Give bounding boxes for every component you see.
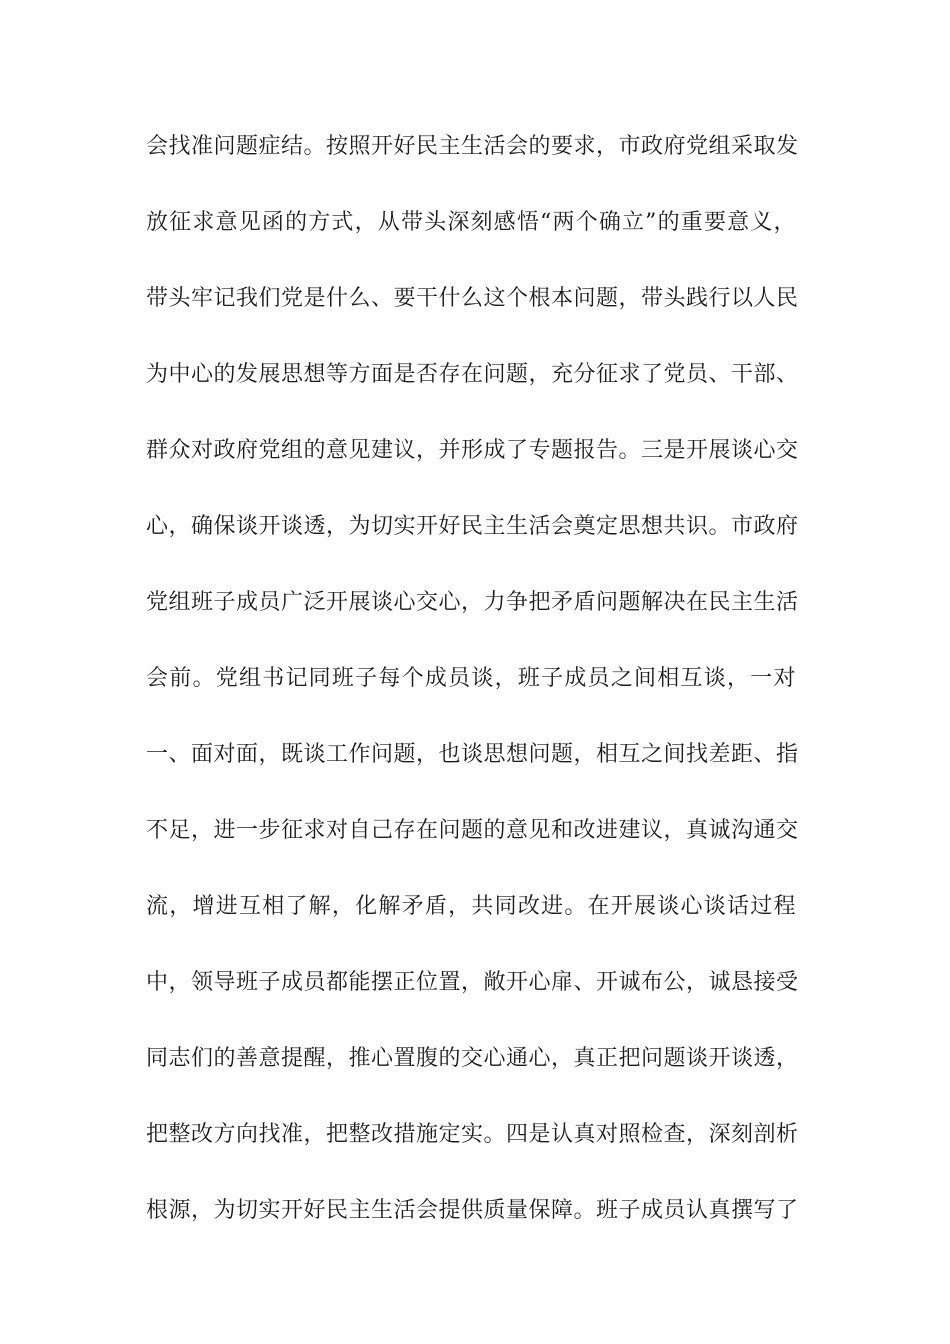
text-line: 群众对政府党组的意见建议，并形成了专题报告。三是开展谈心交: [146, 438, 799, 463]
text-line: 中，领导班子成员都能摆正位置，敞开心扉、开诚布公，诚恳接受: [146, 970, 799, 995]
text-line: 放征求意见函的方式，从带头深刻感悟“两个确立”的重要意义，: [146, 210, 796, 235]
text-line: 流，增进互相了解，化解矛盾，共同改进。在开展谈心谈话过程: [146, 894, 796, 919]
text-line: 会前。党组书记同班子每个成员谈，班子成员之间相互谈，一对: [146, 666, 796, 691]
text-line: 会找准问题症结。按照开好民主生活会的要求，市政府党组采取发: [146, 134, 799, 159]
body-text: [146, 128, 799, 1268]
text-line: 心，确保谈开谈透，为切实开好民主生活会奠定思想共识。市政府: [146, 514, 799, 539]
text-line: 为中心的发展思想等方面是否存在问题，充分征求了党员、干部、: [146, 362, 799, 387]
text-line: 一、面对面，既谈工作问题，也谈思想问题，相互之间找差距、指: [146, 742, 799, 767]
text-line: 党组班子成员广泛开展谈心交心，力争把矛盾问题解决在民主生活: [146, 590, 799, 615]
text-line: 不足，进一步征求对自己存在问题的意见和改进建议，真诚沟通交: [146, 818, 799, 843]
text-line: 带头牢记我们党是什么、要干什么这个根本问题，带头践行以人民: [146, 286, 799, 311]
text-line: 同志们的善意提醒，推心置腹的交心通心，真正把问题谈开谈透，: [146, 1046, 799, 1071]
text-line: 把整改方向找准，把整改措施定实。四是认真对照检查，深刻剖析: [146, 1122, 799, 1147]
text-line: 根源，为切实开好民主生活会提供质量保障。班子成员认真撰写了: [146, 1198, 799, 1223]
